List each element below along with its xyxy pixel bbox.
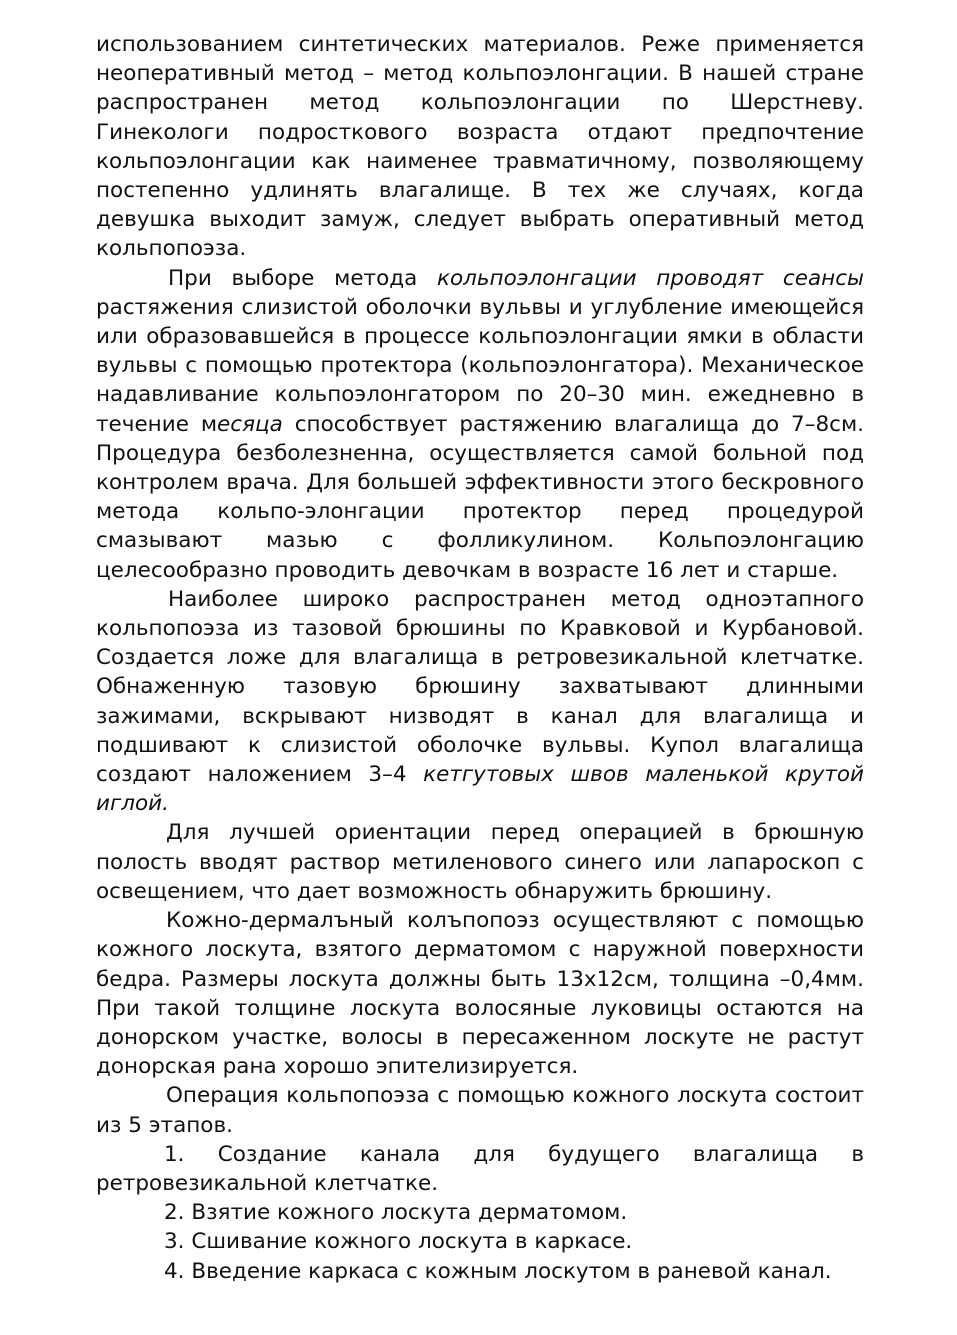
text-segment: растяжения слизистой оболочки вульвы и углубление имеющейся или образовавшейся в процессе кольпоэлонгации ямки в области вульвы с помощью протектора (кольпоэлонгатора). Механическое надавливание кольпоэлонгатором по 20–30 мин. ежедневно в течение м xyxy=(96,294,864,437)
text-segment: способствует растяжению влагалища до 7–8см. Процедура безболезненна, осуществляется самой больной под контролем врача. Для большей эффективности этого бескровного метода кольпо-элонгации протектор перед процедурой смазывают мазью с фолликулином. Кольпоэлонгацию целесообразно проводить девочкам в возрасте 16 лет и старше. xyxy=(96,411,864,583)
document-page xyxy=(96,30,864,1286)
paragraph-kolpoelongation-method xyxy=(96,264,864,585)
text-segment: При выборе метода xyxy=(168,265,437,291)
italic-segment: кетгутовых швов маленькой крутой иглой. xyxy=(96,762,864,817)
list-item-step-2: 2. Взятие кожного лоскута дерматомом. xyxy=(164,1200,628,1226)
list-item-step-1: 1. Создание канала для будущего влагалища в ретровезикальной клетчатке. xyxy=(96,1141,864,1196)
list-item-step-4: 4. Введение каркаса с кожным лоскутом в раневой канал. xyxy=(164,1258,832,1284)
list-item-step-3: 3. Сшивание кожного лоскута в каркасе. xyxy=(164,1229,633,1255)
text-segment: Наиболее широко распространен метод одноэтапного кольпопоэза из тазовой брюшины по Кравковой и Курбановой. Создается ложе для влагалища в ретровезикальной клетчатке. Обнаженную тазовую брюшину захватывают длинными зажимами, вскрывают низводят в канал для влагалища и подшивают к слизистой оболочке вульвы. Купол влагалища создают наложением 3–4 xyxy=(96,586,864,788)
paragraph-peritoneal-kolpopoesis xyxy=(96,585,864,819)
paragraph-operation-stages: Операция кольпопоэза с помощью кожного лоскута состоит из 5 этапов. xyxy=(96,1083,864,1138)
paragraph-orientation: Для лучшей ориентации перед операцией в брюшную полость вводят раствор метиленового синего или лапароскоп с освещением, что дает возможность обнаружить брюшину. xyxy=(96,820,864,904)
italic-segment: кольпоэлонгации проводят сеансы xyxy=(436,265,865,291)
italic-segment: есяца xyxy=(217,411,283,437)
paragraph-kolpoelongation-intro: использованием синтетических материалов. Реже применяется неоперативный метод – метод кольпоэлонгации. В нашей стране распространен метод кольпоэлонгации по Шерстневу. Гинекологи подросткового возраста отдают предпочтение кольпоэлонгации как наименее травматичному, позволяющему постепенно удлинять влагалище. В тех же случаях, когда девушка выходит замуж, следует выбрать оперативный метод кольпопоэза. xyxy=(96,32,864,262)
paragraph-skin-dermal-kolpopoesis: Кожно-дермалъный колъпопоэз осуществляют с помощью кожного лоскута, взятого дерматомом с наружной поверхности бедра. Размеры лоскута должны быть 13х12см, толщина –0,4мм. При такой толщине лоскута волосяные луковицы остаются на донорском участке, волосы в пересаженном лоскуте не растут донорская рана хорошо эпителизируется. xyxy=(96,908,864,1080)
